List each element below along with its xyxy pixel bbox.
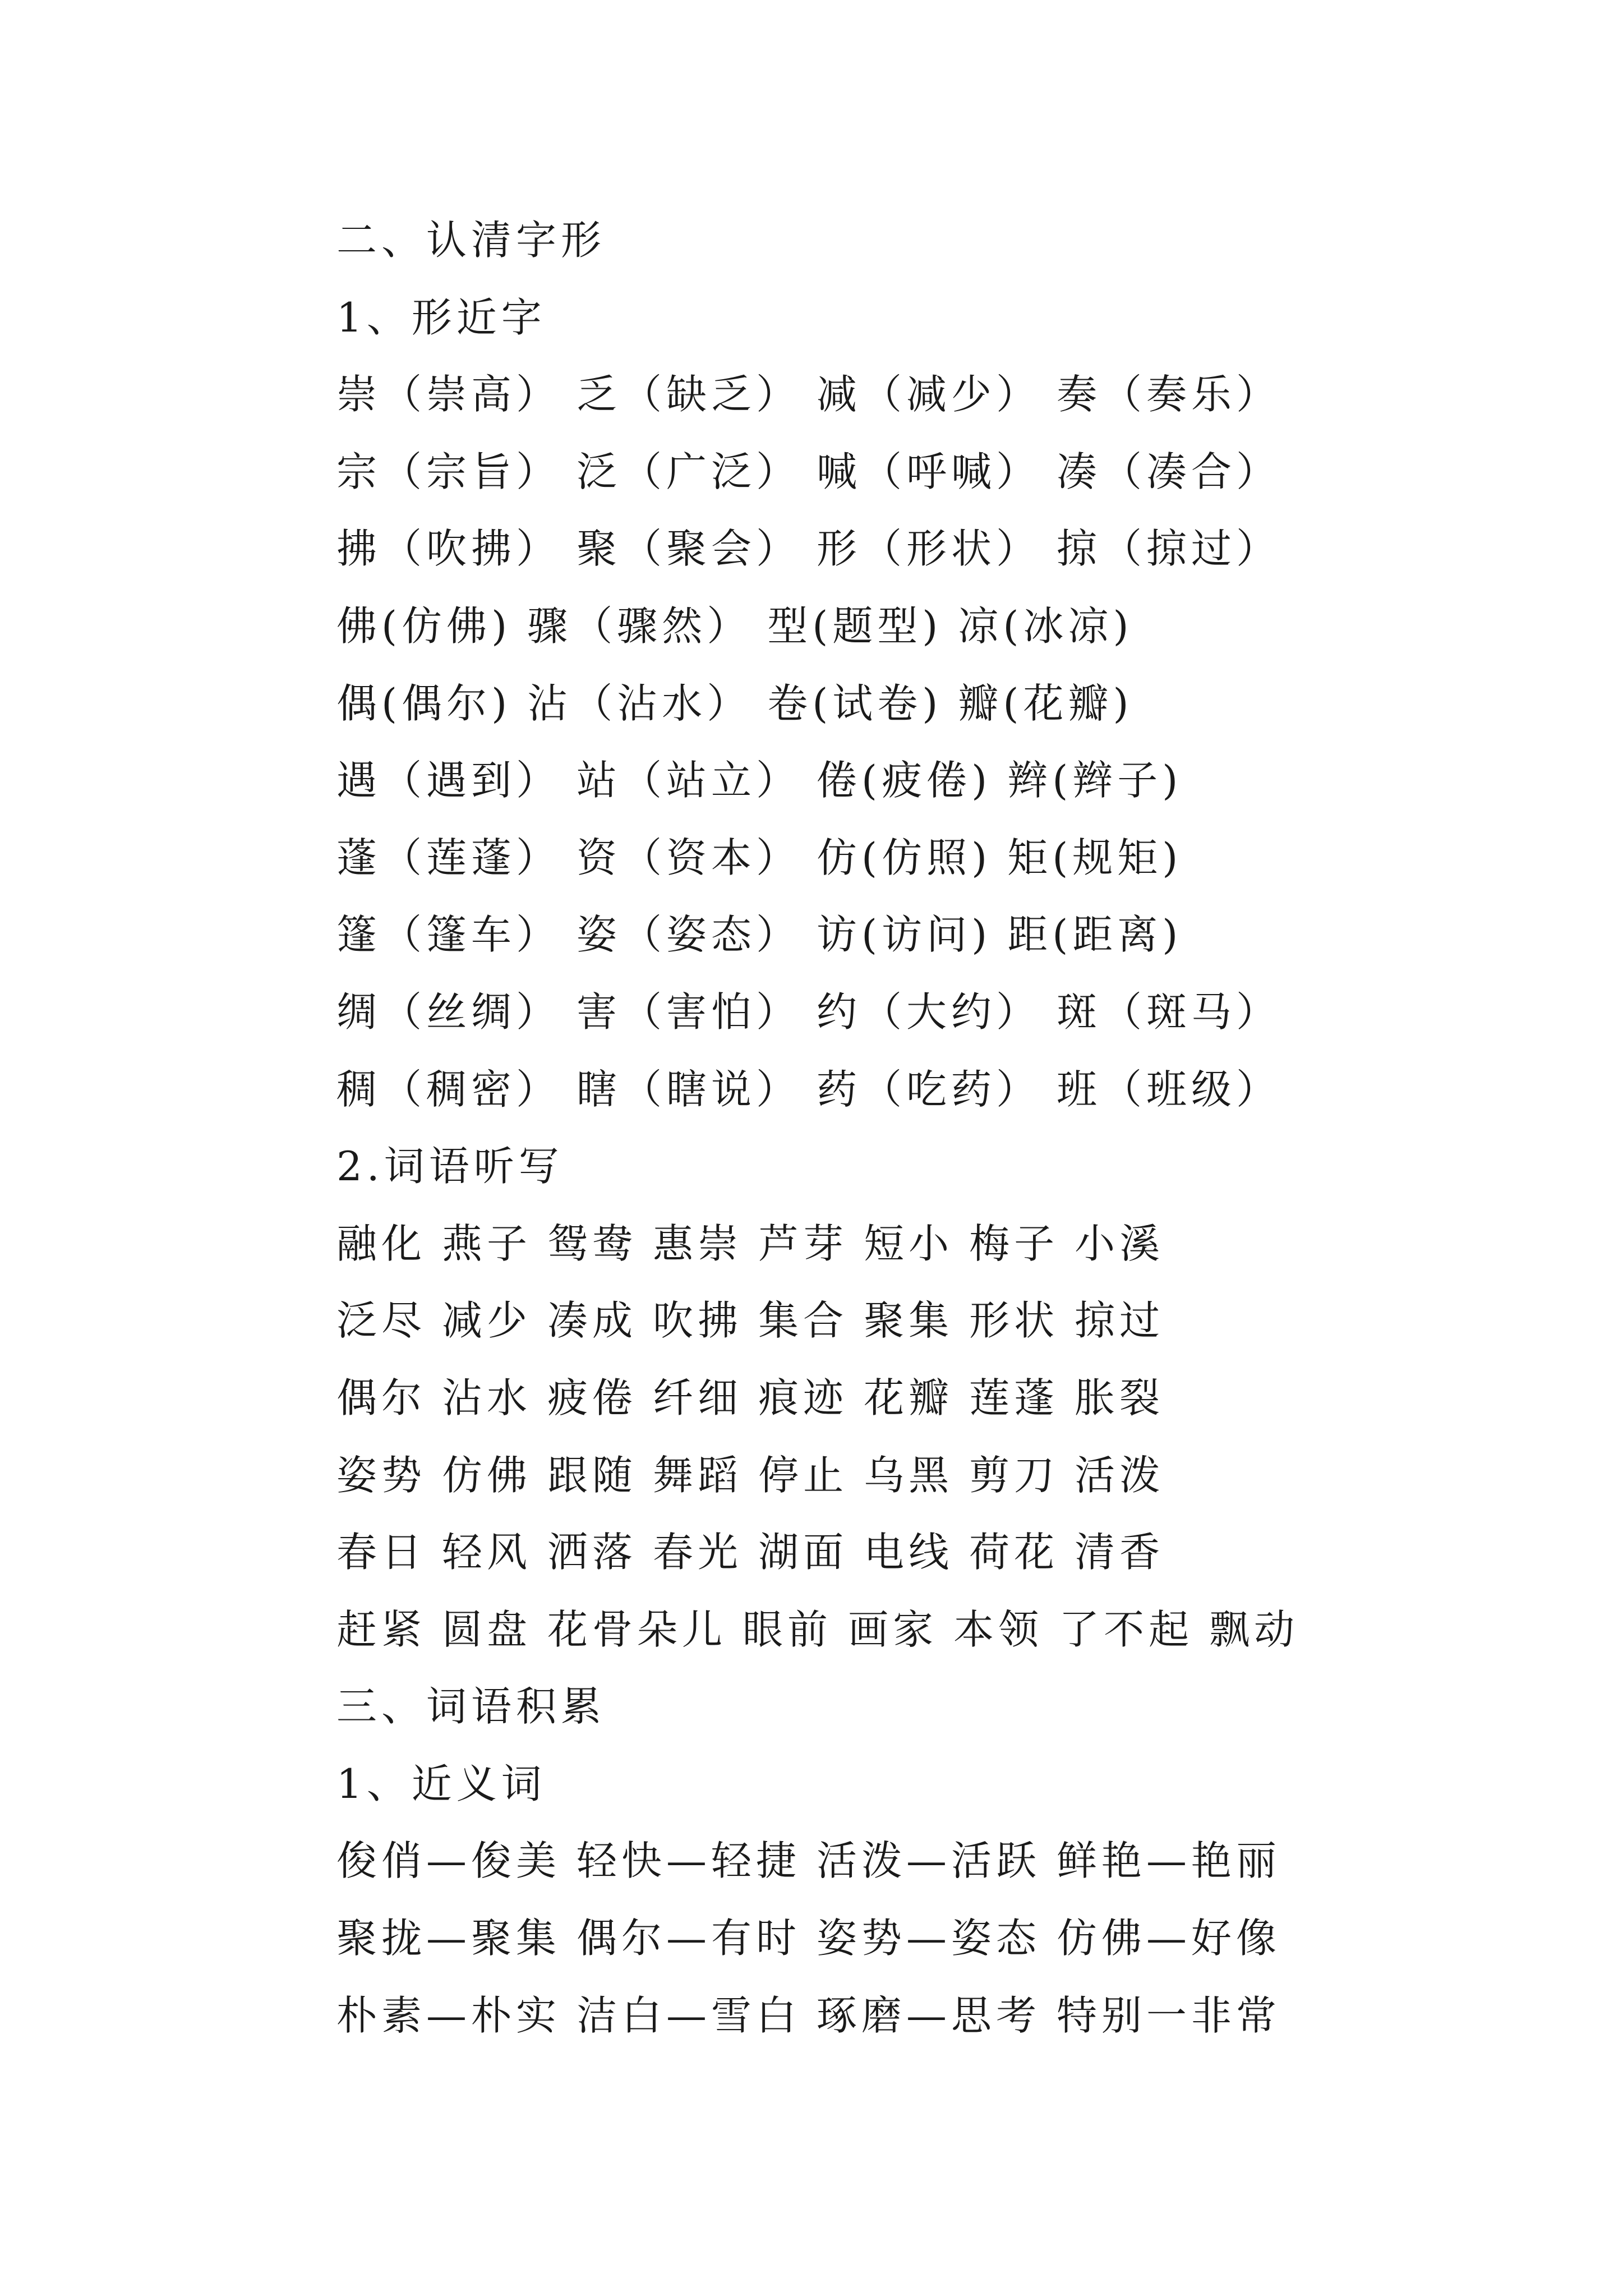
list-row (336, 1977, 1570, 2055)
list-item: 电线 (864, 1529, 954, 1576)
list-item: 篷（篷车） (336, 911, 561, 959)
list-item: 赶紧 (336, 1605, 427, 1653)
section-heading: 二、认清字形 (336, 217, 606, 264)
list-item: 春光 (653, 1529, 743, 1576)
list-item: 莲蓬 (969, 1374, 1059, 1421)
list-item: 轻快—轻捷 (577, 1837, 801, 1885)
list-item: 鲜艳—艳丽 (1057, 1837, 1281, 1885)
list-row (336, 896, 1570, 974)
list-row (336, 1900, 1570, 1977)
list-item: 佛(仿佛) (336, 602, 512, 650)
list-item: 资（资本） (577, 834, 801, 881)
list-row (336, 1360, 1570, 1437)
list-row (336, 820, 1570, 897)
list-item: 胀裂 (1075, 1374, 1165, 1421)
list-row (336, 1591, 1570, 1669)
list-item: 聚（聚会） (577, 525, 801, 573)
list-item: 融化 (336, 1220, 427, 1267)
section-heading: 三、词语积累 (336, 1683, 606, 1731)
list-item: 泛尽 (336, 1297, 427, 1345)
list-item: 乌黑 (864, 1451, 954, 1499)
subsection-heading: 2.词语听写 (336, 1143, 564, 1190)
list-item: 沾（沾水） (527, 679, 752, 727)
list-item: 偶尔 (336, 1374, 427, 1421)
list-row (336, 1437, 1570, 1515)
subsection-heading: 1、形近字 (336, 293, 546, 341)
list-item: 约（大约） (817, 988, 1041, 1036)
list-item: 活泼 (1075, 1451, 1165, 1499)
list-item: 访(访问) (817, 911, 992, 959)
list-item: 害（害怕） (577, 988, 801, 1036)
list-item: 纤细 (653, 1374, 743, 1421)
list-item: 乏（缺乏） (577, 371, 801, 418)
list-item: 画家 (848, 1605, 938, 1653)
list-item: 拂（吹拂） (336, 525, 561, 573)
list-item: 聚集 (864, 1297, 954, 1345)
list-item: 班（班级） (1057, 1065, 1281, 1113)
list-item: 春日 (336, 1529, 427, 1576)
list-item: 辫(辫子) (1007, 757, 1183, 804)
list-item: 减（减少） (817, 371, 1041, 418)
list-item: 矩(规矩) (1007, 834, 1183, 881)
list-item: 药（吃药） (817, 1065, 1041, 1113)
list-item: 本领 (953, 1605, 1044, 1653)
list-row (336, 588, 1570, 665)
list-item: 痕迹 (758, 1374, 849, 1421)
list-item: 俊俏—俊美 (336, 1837, 561, 1885)
list-item: 花瓣 (864, 1374, 954, 1421)
list-item: 奏（奏乐） (1057, 371, 1281, 418)
list-item: 凑成 (547, 1297, 638, 1345)
list-item: 轻风 (442, 1529, 532, 1576)
list-row (336, 665, 1570, 743)
list-item: 清香 (1075, 1529, 1165, 1576)
list-item: 鸳鸯 (547, 1220, 638, 1267)
list-item: 宗（宗旨） (336, 448, 561, 495)
list-item: 崇（崇高） (336, 371, 561, 418)
list-item: 形（形状） (817, 525, 1041, 573)
list-item: 偶(偶尔) (336, 679, 512, 727)
list-item: 惠崇 (653, 1220, 743, 1267)
list-item: 洒落 (547, 1529, 638, 1576)
list-item: 沾水 (442, 1374, 532, 1421)
list-item: 姿势—姿态 (817, 1915, 1041, 1962)
list-item: 形状 (969, 1297, 1059, 1345)
list-row (336, 356, 1570, 434)
subsection-heading: 1、近义词 (336, 1760, 546, 1807)
list-item: 掠（掠过） (1057, 525, 1281, 573)
list-item: 芦芽 (758, 1220, 849, 1267)
list-row (336, 1205, 1570, 1283)
list-item: 洁白—雪白 (577, 1991, 801, 2039)
list-item: 特别一非常 (1057, 1991, 1281, 2039)
list-item: 眼前 (743, 1605, 833, 1653)
list-item: 了不起 (1059, 1605, 1194, 1653)
list-row (336, 1051, 1570, 1129)
dictation-words-list (336, 1205, 1570, 1669)
list-item: 凉(冰凉) (958, 602, 1133, 650)
list-row (336, 434, 1570, 511)
list-item: 圆盘 (442, 1605, 532, 1653)
list-item: 骤（骤然） (527, 602, 752, 650)
list-item: 瓣(花瓣) (958, 679, 1133, 727)
list-item: 仿佛—好像 (1057, 1915, 1281, 1962)
list-item: 舞蹈 (653, 1451, 743, 1499)
similar-characters-list (336, 356, 1570, 1128)
list-item: 集合 (758, 1297, 849, 1345)
list-row (336, 974, 1570, 1051)
list-item: 燕子 (442, 1220, 532, 1267)
list-item: 型(题型) (767, 602, 943, 650)
list-item: 瞎（瞎说） (577, 1065, 801, 1113)
list-item: 梅子 (969, 1220, 1059, 1267)
list-item: 疲倦 (547, 1374, 638, 1421)
list-row (336, 1823, 1570, 1900)
list-item: 活泼—活跃 (817, 1837, 1041, 1885)
list-item: 荷花 (969, 1529, 1059, 1576)
list-row (336, 510, 1570, 588)
list-item: 剪刀 (969, 1451, 1059, 1499)
list-item: 湖面 (758, 1529, 849, 1576)
list-row (336, 1514, 1570, 1591)
list-item: 花骨朵儿 (547, 1605, 727, 1653)
list-item: 稠（稠密） (336, 1065, 561, 1113)
list-item: 蓬（莲蓬） (336, 834, 561, 881)
list-row (336, 1282, 1570, 1360)
list-item: 距(距离) (1007, 911, 1183, 959)
list-item: 偶尔—有时 (577, 1915, 801, 1962)
list-item: 聚拢—聚集 (336, 1915, 561, 1962)
list-item: 绸（丝绸） (336, 988, 561, 1036)
list-item: 停止 (758, 1451, 849, 1499)
list-item: 喊（呼喊） (817, 448, 1041, 495)
list-item: 卷(试卷) (767, 679, 943, 727)
list-item: 短小 (864, 1220, 954, 1267)
list-item: 站（站立） (577, 757, 801, 804)
list-item: 凑（凑合） (1057, 448, 1281, 495)
list-item: 吹拂 (653, 1297, 743, 1345)
list-item: 遇（遇到） (336, 757, 561, 804)
list-item: 跟随 (547, 1451, 638, 1499)
list-item: 琢磨—思考 (817, 1991, 1041, 2039)
document-page (336, 202, 1570, 2054)
list-item: 泛（广泛） (577, 448, 801, 495)
synonyms-list (336, 1823, 1570, 2054)
list-item: 斑（斑马） (1057, 988, 1281, 1036)
list-item: 姿势 (336, 1451, 427, 1499)
list-row (336, 742, 1570, 820)
list-item: 飘动 (1209, 1605, 1299, 1653)
list-item: 倦(疲倦) (817, 757, 992, 804)
list-item: 仿(仿照) (817, 834, 992, 881)
list-item: 减少 (442, 1297, 532, 1345)
list-item: 姿（姿态） (577, 911, 801, 959)
list-item: 朴素—朴实 (336, 1991, 561, 2039)
list-item: 掠过 (1075, 1297, 1165, 1345)
list-item: 小溪 (1075, 1220, 1165, 1267)
list-item: 仿佛 (442, 1451, 532, 1499)
